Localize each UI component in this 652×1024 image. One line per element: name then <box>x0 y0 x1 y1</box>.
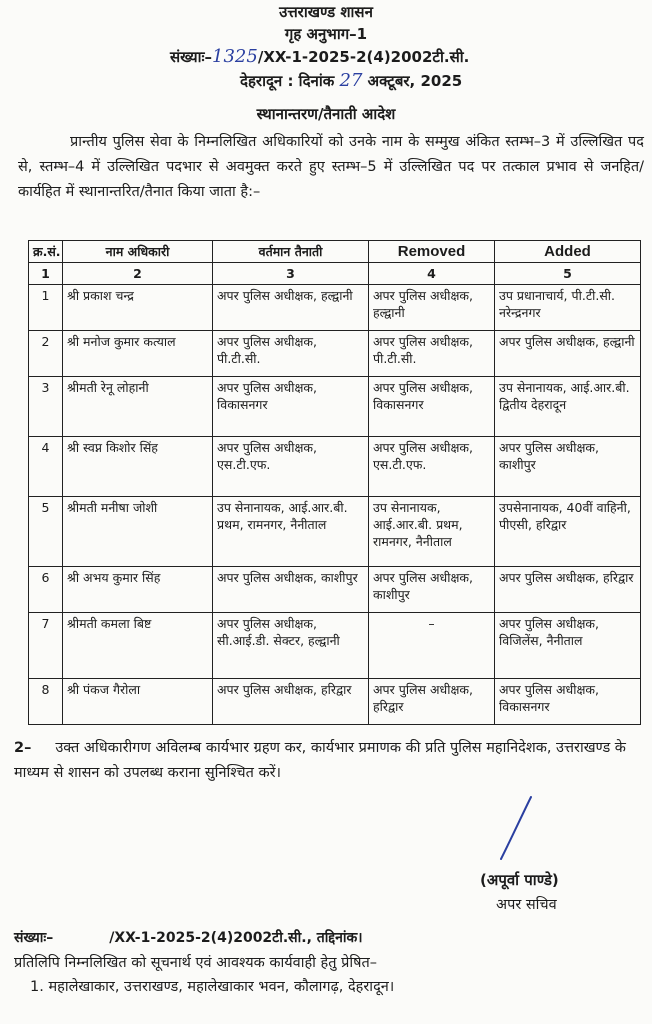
col-header-removed: Removed <box>369 241 495 263</box>
order-reference <box>170 46 469 67</box>
col-header-name: नाम अधिकारी <box>63 241 213 263</box>
col-number: 5 <box>495 263 641 285</box>
col-number: 4 <box>369 263 495 285</box>
ref-label: संख्याः– <box>170 48 213 66</box>
cell-removed: अपर पुलिस अधीक्षक, हरिद्वार <box>369 679 495 725</box>
transfer-table <box>28 240 641 725</box>
cell-sno: 4 <box>29 437 63 497</box>
cell-removed: अपर पुलिस अधीक्षक, हल्द्वानी <box>369 285 495 331</box>
copy-ref-label: संख्याः– <box>14 930 54 946</box>
cell-sno: 6 <box>29 567 63 613</box>
table-number-row <box>29 263 641 285</box>
place-date <box>240 70 462 91</box>
cell-current: अपर पुलिस अधीक्षक, हरिद्वार <box>213 679 369 725</box>
cell-removed: अपर पुलिस अधीक्षक, विकासनगर <box>369 377 495 437</box>
cell-removed: अपर पुलिस अधीक्षक, काशीपुर <box>369 567 495 613</box>
cell-name: श्री प्रकाश चन्द्र <box>63 285 213 331</box>
point-text: उक्त अधिकारीगण अविलम्ब कार्यभार ग्रहण कर, कार्यभार प्रमाणक की प्रति पुलिस महानिदेशक, उत्तराखण्ड के माध्यम से शासन को उपलब्ध कराना सुनिश्चित करें। <box>14 740 626 781</box>
col-header-added: Added <box>495 241 641 263</box>
date-day-handwritten: 27 <box>339 70 363 91</box>
place-date-label: देहरादून : दिनांक <box>240 72 335 90</box>
cell-current: अपर पुलिस अधीक्षक, हल्द्वानी <box>213 285 369 331</box>
col-number: 1 <box>29 263 63 285</box>
col-number: 3 <box>213 263 369 285</box>
cell-sno: 7 <box>29 613 63 679</box>
cell-removed: अपर पुलिस अधीक्षक, पी.टी.सी. <box>369 331 495 377</box>
ref-handwritten-number: 1325 <box>212 46 258 67</box>
col-header-sno: क्र.सं. <box>29 241 63 263</box>
cell-name: श्री पंकज गैरोला <box>63 679 213 725</box>
cell-added: उपसेनानायक, 40वीं वाहिनी, पीएसी, हरिद्वार <box>495 497 641 567</box>
cell-added: उप प्रधानाचार्य, पी.टी.सी. नरेन्द्रनगर <box>495 285 641 331</box>
cell-sno: 8 <box>29 679 63 725</box>
table-header-row <box>29 241 641 263</box>
instruction-point-2 <box>14 736 646 786</box>
cell-added: उप सेनानायक, आई.आर.बी. द्वितीय देहरादून <box>495 377 641 437</box>
table-row <box>29 497 641 567</box>
date-rest: अक्टूबर, 2025 <box>367 72 463 90</box>
table-row <box>29 567 641 613</box>
copy-intro: प्रतिलिपि निम्नलिखित को सूचनार्थ एवं आवश्यक कार्यवाही हेतु प्रेषित– <box>14 955 378 971</box>
cell-name: श्रीमती रेनू लोहानी <box>63 377 213 437</box>
intro-paragraph: प्रान्तीय पुलिस सेवा के निम्नलिखित अधिकारियों को उनके नाम के सम्मुख अंकित स्तम्भ–3 में उल्लिखित पद से, स्तम्भ–4 में उल्लिखित पदभार से अवमुक्त करते हुए स्तम्भ–5 में उल्लिखित पद पर तत्काल प्रभाव से जनहित/कार्यहित में स्थानान्तरित/तैनात किया जाता है:– <box>18 134 644 200</box>
cell-current: उप सेनानायक, आई.आर.बी. प्रथम, रामनगर, नैनीताल <box>213 497 369 567</box>
copy-list-item: 1. महालेखाकार, उत्तराखण्ड, महालेखाकार भवन, कौलागढ़, देहरादून। <box>30 979 395 995</box>
cell-name: श्री स्वप्न किशोर सिंह <box>63 437 213 497</box>
cell-sno: 2 <box>29 331 63 377</box>
table-row <box>29 613 641 679</box>
ref-suffix: /XX-1-2025-2(4)2002टी.सी. <box>257 48 470 66</box>
cell-sno: 3 <box>29 377 63 437</box>
cell-removed: उप सेनानायक, आई.आर.बी. प्रथम, रामनगर, नैनीताल <box>369 497 495 567</box>
col-number: 2 <box>63 263 213 285</box>
signatory-designation: अपर सचिव <box>496 897 557 913</box>
table-row <box>29 679 641 725</box>
cell-name: श्रीमती मनीषा जोशी <box>63 497 213 567</box>
cell-added: अपर पुलिस अधीक्षक, विजिलेंस, नैनीताल <box>495 613 641 679</box>
copy-reference <box>14 928 363 947</box>
cell-added: अपर पुलिस अधीक्षक, विकासनगर <box>495 679 641 725</box>
cell-added: अपर पुलिस अधीक्षक, काशीपुर <box>495 437 641 497</box>
cell-added: अपर पुलिस अधीक्षक, हल्द्वानी <box>495 331 641 377</box>
cell-name: श्री अभय कुमार सिंह <box>63 567 213 613</box>
cell-name: श्री मनोज कुमार कत्याल <box>63 331 213 377</box>
table-row <box>29 331 641 377</box>
cell-current: अपर पुलिस अधीक्षक, पी.टी.सी. <box>213 331 369 377</box>
cell-name: श्रीमती कमला बिष्ट <box>63 613 213 679</box>
signatory-name: (अपूर्वा पाण्डे) <box>480 871 559 889</box>
header-dept: गृह अनुभाग–1 <box>284 25 368 43</box>
cell-added: अपर पुलिस अधीक्षक, हरिद्वार <box>495 567 641 613</box>
cell-current: अपर पुलिस अधीक्षक, काशीपुर <box>213 567 369 613</box>
header-govt: उत्तराखण्ड शासन <box>279 3 373 21</box>
cell-current: अपर पुलिस अधीक्षक, सी.आई.डी. सेक्टर, हल्द्वानी <box>213 613 369 679</box>
order-title: स्थानान्तरण/तैनाती आदेश <box>256 105 396 123</box>
table-row <box>29 437 641 497</box>
table-row <box>29 377 641 437</box>
cell-sno: 5 <box>29 497 63 567</box>
signature-stroke <box>495 795 535 865</box>
cell-current: अपर पुलिस अधीक्षक, विकासनगर <box>213 377 369 437</box>
copy-ref-text: /XX-1-2025-2(4)2002टी.सी., तद्दिनांक। <box>109 930 363 946</box>
cell-sno: 1 <box>29 285 63 331</box>
col-header-current: वर्तमान तैनाती <box>213 241 369 263</box>
cell-removed: – <box>369 613 495 679</box>
point-number: 2– <box>14 740 32 756</box>
cell-removed: अपर पुलिस अधीक्षक, एस.टी.एफ. <box>369 437 495 497</box>
table-row <box>29 285 641 331</box>
cell-current: अपर पुलिस अधीक्षक, एस.टी.एफ. <box>213 437 369 497</box>
